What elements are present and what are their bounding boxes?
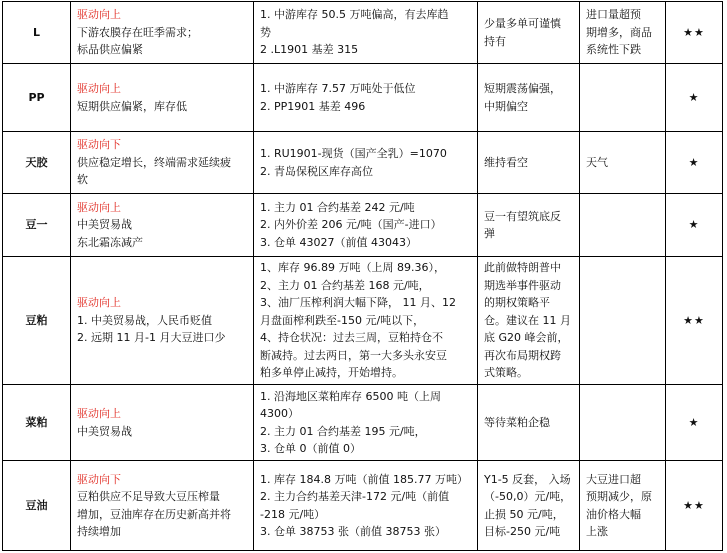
table-row (3, 257, 723, 385)
driver-direction: 驱动向上 (77, 82, 121, 95)
fundamentals-cell (254, 257, 478, 385)
risk-text: 油价格大幅 (586, 507, 641, 521)
fundamentals-cell (254, 64, 478, 132)
fundamentals-text: 2、主力 01 合约基差 168 元/吨， (260, 278, 430, 292)
strategy-text: 少量多单可谨慎 (484, 17, 561, 30)
driver-cell (71, 257, 254, 385)
driver-direction: 驱动向上 (77, 8, 121, 22)
risk-text: 系统性下跌 (586, 43, 641, 57)
strategy-cell (478, 64, 580, 132)
risk-text: 大豆进口超 (586, 472, 641, 486)
fundamentals-text: 2. 主力合约基差天津-172 元/吨（前值 (260, 490, 450, 503)
strategy-text: 等待菜粕企稳 (484, 415, 550, 429)
commodity-name: 豆粕 (3, 257, 71, 385)
strategy-text: 维持看空 (484, 155, 528, 169)
strategy-text: 底 G20 峰会前， (484, 331, 569, 345)
rating-stars: ★★ (666, 2, 723, 64)
fundamentals-text: 1. 库存 184.8 万吨（前值 185.77 万吨） (260, 472, 468, 486)
fundamentals-text: 势 (260, 25, 271, 39)
strategy-text: 目标-250 元/吨 (484, 525, 561, 538)
strategy-cell (478, 194, 580, 257)
driver-cell (71, 385, 254, 461)
fundamentals-cell (254, 461, 478, 551)
driver-text: 标品供应偏紧 (77, 43, 143, 57)
fundamentals-text: 2. 内外价差 206 元/吨（国产-进口） (260, 218, 442, 232)
risk-cell (580, 194, 666, 257)
driver-text: 中美贸易战 (77, 424, 132, 438)
strategy-text: （-50,0）元/吨， (484, 490, 572, 503)
driver-text: 中美贸易战 (77, 218, 132, 232)
fundamentals-text: 1、库存 96.89 万吨（上周 89.36）， (260, 261, 445, 275)
driver-cell (71, 2, 254, 64)
commodity-name: 豆油 (3, 461, 71, 551)
risk-text: 预期减少，原 (586, 490, 652, 503)
driver-text: 短期供应偏紧，库存低 (77, 99, 187, 113)
driver-text: 持续增加 (77, 525, 121, 538)
rating-stars: ★ (666, 64, 723, 132)
strategy-text: 式策略。 (484, 366, 528, 380)
driver-text: 下游农膜存在旺季需求； (77, 25, 198, 39)
driver-cell (71, 64, 254, 132)
driver-text: 东北霜冻减产 (77, 235, 143, 249)
fundamentals-text: 1. 中游库存 50.5 万吨偏高，有去库趋 (260, 8, 449, 22)
fundamentals-text: 1. RU1901-现货（国产全乳）=1070 (260, 147, 447, 160)
fundamentals-text: 4、持仓状况：过去三周，豆粕持仓不 (260, 331, 443, 345)
strategy-text: 中期偏空 (484, 99, 528, 113)
risk-cell (580, 132, 666, 194)
rating-stars: ★ (666, 132, 723, 194)
strategy-cell (478, 132, 580, 194)
fundamentals-text: -218 元/吨） (260, 507, 326, 521)
strategy-text: 期选举事件驱动 (484, 278, 561, 292)
commodity-name: PP (3, 64, 71, 132)
commodity-name: 豆一 (3, 194, 71, 257)
strategy-text: 仓。建议在 11 月 (484, 313, 571, 327)
fundamentals-text: 粕多单停止减持，开始增持。 (260, 366, 403, 380)
driver-cell (71, 132, 254, 194)
risk-cell (580, 385, 666, 461)
fundamentals-cell (254, 132, 478, 194)
fundamentals-text: 2 .L1901 基差 315 (260, 43, 359, 57)
commodity-strategy-table (2, 1, 723, 551)
strategy-text: 止损 50 元/吨， (484, 507, 564, 521)
fundamentals-text: 3. 仓单 38753 张（前值 38753 张） (260, 525, 446, 538)
commodity-name: L (3, 2, 71, 64)
strategy-cell (478, 461, 580, 551)
fundamentals-text: 3、油厂压榨利润大幅下降， 11 月、12 (260, 296, 456, 310)
rating-stars: ★★ (666, 461, 723, 551)
fundamentals-text: 4300） (260, 407, 299, 420)
risk-text: 进口量超预 (586, 8, 641, 22)
fundamentals-cell (254, 385, 478, 461)
strategy-text: 弹 (484, 227, 495, 240)
fundamentals-text: 3. 仓单 43027（前值 43043） (260, 235, 417, 249)
fundamentals-cell (254, 2, 478, 64)
commodity-name: 菜粕 (3, 385, 71, 461)
risk-text: 天气 (586, 155, 608, 169)
fundamentals-text: 1. 主力 01 合约基差 242 元/吨 (260, 200, 415, 214)
strategy-text: 再次布局期权跨 (484, 348, 561, 362)
table-row (3, 385, 723, 461)
table-row (3, 2, 723, 64)
driver-text: 2. 远期 11 月-1 月大豆进口少 (77, 331, 226, 345)
fundamentals-text: 断减持。过去两日，第一大多头永安豆 (260, 348, 447, 362)
rating-stars: ★★ (666, 257, 723, 385)
strategy-text: 的期权策略平 (484, 296, 550, 310)
risk-cell (580, 461, 666, 551)
table-row (3, 194, 723, 257)
driver-direction: 驱动向上 (77, 296, 121, 310)
driver-text: 豆粕供应不足导致大豆压榨量 (77, 490, 220, 503)
table-row (3, 132, 723, 194)
fundamentals-text: 月盘面榨利跌至-150 元/吨以下， (260, 313, 425, 327)
driver-cell (71, 461, 254, 551)
risk-cell (580, 64, 666, 132)
risk-text: 期增多，商品 (586, 25, 652, 39)
fundamentals-text: 2. 主力 01 合约基差 195 元/吨， (260, 424, 426, 438)
risk-text: 上涨 (586, 525, 608, 538)
risk-cell (580, 2, 666, 64)
rating-stars: ★ (666, 385, 723, 461)
driver-text: 1. 中美贸易战，人民币贬值 (77, 313, 212, 327)
strategy-cell (478, 385, 580, 461)
fundamentals-text: 1. 中游库存 7.57 万吨处于低位 (260, 82, 416, 95)
strategy-cell (478, 2, 580, 64)
rating-stars: ★ (666, 194, 723, 257)
fundamentals-text: 2. PP1901 基差 496 (260, 99, 366, 113)
risk-cell (580, 257, 666, 385)
driver-direction: 驱动向上 (77, 200, 121, 214)
fundamentals-cell (254, 194, 478, 257)
strategy-text: 豆一有望筑底反 (484, 209, 561, 223)
commodity-name: 天胶 (3, 132, 71, 194)
table-row (3, 461, 723, 551)
fundamentals-text: 2. 青岛保税区库存高位 (260, 164, 373, 178)
table-row (3, 64, 723, 132)
strategy-text: Y1-5 反套， 入场 (484, 472, 571, 486)
strategy-text: 此前做特朗普中 (484, 261, 561, 275)
driver-text: 增加，豆油库存在历史新高并将 (77, 507, 231, 521)
driver-direction: 驱动向上 (77, 407, 121, 420)
strategy-cell (478, 257, 580, 385)
fundamentals-text: 1. 沿海地区菜粕库存 6500 吨（上周 (260, 389, 441, 403)
driver-text: 供应稳定增长，终端需求延续疲 (77, 155, 231, 169)
fundamentals-text: 3. 仓单 0（前值 0） (260, 442, 361, 455)
driver-direction: 驱动向下 (77, 138, 121, 152)
driver-cell (71, 194, 254, 257)
strategy-text: 短期震荡偏强， (484, 82, 561, 95)
strategy-text: 持有 (484, 34, 506, 48)
driver-direction: 驱动向下 (77, 472, 121, 486)
driver-text: 软 (77, 173, 88, 187)
